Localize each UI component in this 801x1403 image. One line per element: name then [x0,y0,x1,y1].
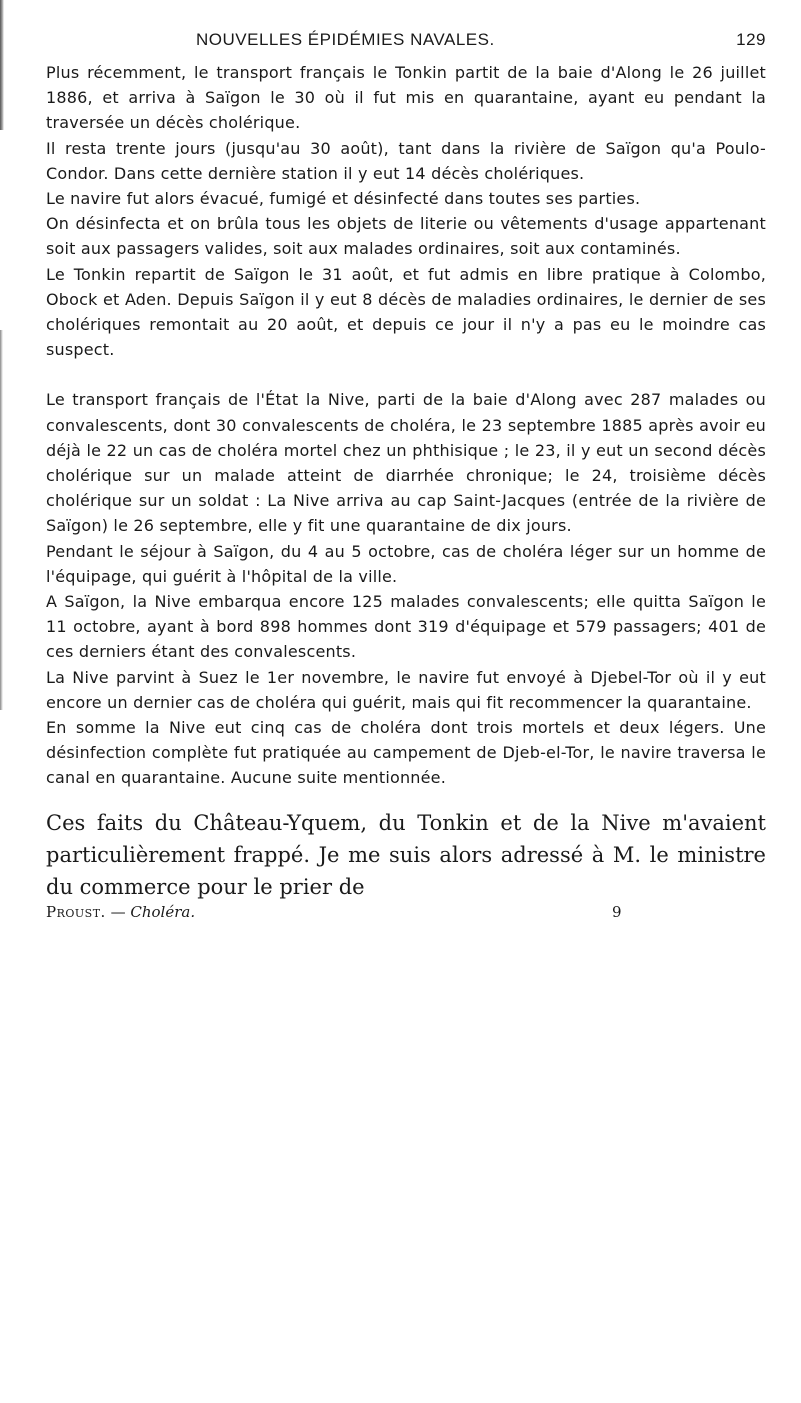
paragraph: On désinfecta et on brûla tous les objets de literie ou vêtements d'usage appartenant soit aux passagers valides, soit aux malades ordinaires, soit aux contaminés. [46,214,766,259]
paragraph: A Saïgon, la Nive embarqua encore 125 malades convalescents; elle quitta Saïgon le 11 octobre, ayant à bord 898 hommes dont 319 d'équipage et 579 passagers; 401 de ces derniers étant des convalescents. [46,592,766,662]
paragraph: Plus récemment, le transport français le Tonkin partit de la baie d'Along le 26 juillet 1886, et arriva à Saïgon le 30 où il fut mis en quarantaine, ayant eu pendant la traversée un décès cholérique. [46,63,766,133]
paragraph-large: Ces faits du Château-Yquem, du Tonkin et de la Nive m'avaient particulièrement frappé. Je me suis alors adressé à M. le ministre du commerce pour le prier de [46,810,766,899]
page-edge-shadow [0,0,4,130]
large-type-text [46,807,766,903]
text-block-nive [46,387,766,790]
paragraph: Le navire fut alors évacué, fumigé et désinfecté dans toutes ses parties. [46,189,641,209]
paragraph: La Nive parvint à Suez le 1er novembre, le navire fut envoyé à Djebel-Tor où il y eut encore un dernier cas de choléra qui guérit, mais qui fit recommencer la quarantaine. [46,667,766,712]
text-block-tonkin [46,60,766,362]
running-header [46,20,766,60]
paragraph: Pendant le séjour à Saïgon, du 4 au 5 octobre, cas de choléra léger sur un homme de l'équipage, qui guérit à l'hôpital de la ville. [46,541,766,586]
footer-author: Proust. [46,902,106,921]
book-page [46,20,766,929]
paragraph: Le Tonkin repartit de Saïgon le 31 août, et fut admis en libre pratique à Colombo, Obock et Aden. Depuis Saïgon il y eut 8 décès de maladies ordinaires, le dernier de ses cholériques remontait au 20 août, et depuis ce jour il n'y a pas eu le moindre cas suspect. [46,264,766,360]
paragraph: En somme la Nive eut cinq cas de choléra dont trois mortels et deux légers. Une désinfection complète fut pratiquée au campement de Djeb-el-Tor, le navire traversa le canal en quarantaine. Aucune suite mentionnée. [46,718,766,788]
page-edge-shadow-lower [0,330,3,710]
paragraph: Le transport français de l'État la Nive, parti de la baie d'Along avec 287 malades ou convalescents, dont 30 convalescents de choléra, le 23 septembre 1885 après avoir eu déjà le 22 un cas de choléra mortel chez un phthisique ; le 23, il y eut un second décès cholérique sur un malade atteint de diarrhée chronique; le 24, troisième décès cholérique sur un soldat : La Nive arriva au cap Saint-Jacques (entrée de la rivière de Saïgon) le 26 septembre, elle y fit une quarantaine de dix jours. [46,390,766,536]
footer-separator: — [105,902,131,921]
signature-mark: 9 [612,902,622,921]
running-title: NOUVELLES ÉPIDÉMIES NAVALES. [196,30,495,49]
section-gap [46,362,766,387]
page-footer [46,903,766,929]
footer-signature-line [46,903,195,921]
page-number: 129 [736,30,766,49]
footer-work: Choléra. [130,902,196,921]
paragraph: Il resta trente jours (jusqu'au 30 août), tant dans la rivière de Saïgon qu'a Poulo-Condor. Dans cette dernière station il y eut 14 décès cholériques. [46,138,766,183]
